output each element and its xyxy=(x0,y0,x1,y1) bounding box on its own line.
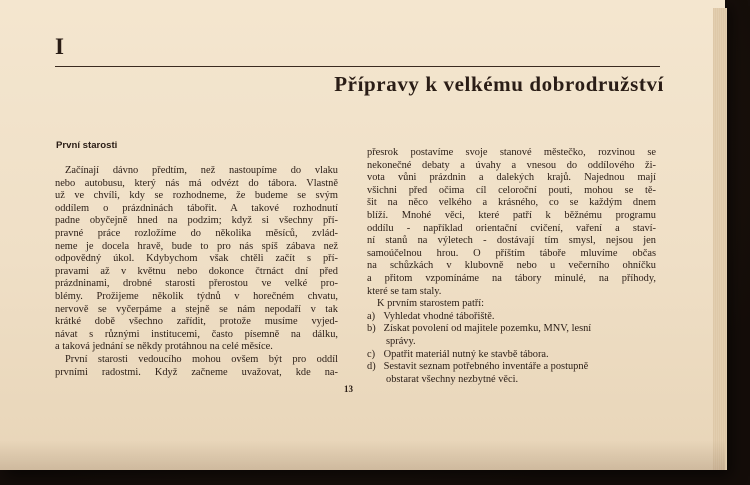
text-line: blémy. Prožijeme několik týdnů v horečném chvatu, xyxy=(55,290,338,302)
text-line: vota vůni prázdnin a dalekých krajů. Najednou mají xyxy=(367,172,656,184)
text-line: krátké době všechno zařídit, protože musíme vyjed- xyxy=(55,316,338,328)
list-item-line xyxy=(367,311,656,324)
text-line: a přitom vzpomínáme na tábory minulé, na příhody, xyxy=(367,272,656,284)
list-label: c) xyxy=(367,348,376,360)
text-line: blíží. Mnohé věci, které patří k běžnému programu xyxy=(367,209,656,221)
list-item-c xyxy=(367,349,656,362)
list-label: a) xyxy=(367,310,376,322)
page-number: 13 xyxy=(344,384,353,394)
text-line: na schůzkách v klubovně nebo u večerního ohníčku xyxy=(367,260,656,272)
left-column xyxy=(55,165,338,379)
list-item-continuation: správy. xyxy=(386,335,416,347)
list-item-d xyxy=(367,361,656,386)
list-item-line xyxy=(367,349,656,362)
text-line: padne obyčejně hned na podzim; když si všechny pří- xyxy=(55,215,338,227)
text-line: Začínají dávno předtím, než nastoupíme do vlaku xyxy=(65,165,338,176)
list-item-b xyxy=(367,323,656,348)
text-line: neme je docela hravě, bude to pro nás spíš zábava než xyxy=(55,240,338,252)
text-line: nebo autobusu, který nás má odvézt do tábora. Vlastně xyxy=(55,177,338,189)
text-line: pravami až v květnu nebo dokonce čtrnáct dní před xyxy=(55,265,338,277)
page-edge xyxy=(713,8,727,470)
list-label: b) xyxy=(367,323,376,335)
list-item-text: Sestavit seznam potřebného inventáře a postupně xyxy=(383,361,589,373)
list-intro: K prvním starostem patří: xyxy=(377,298,485,310)
text-line: už ve chvíli, kdy se rozhodneme, že budeme se svým xyxy=(55,190,338,202)
chapter-rule xyxy=(55,66,660,67)
list-item-a xyxy=(367,311,656,324)
text-line: První starosti vedoucího mohou ovšem být pro oddíl xyxy=(65,353,338,365)
list-item-line xyxy=(367,361,656,374)
list-label: d) xyxy=(367,361,376,373)
page-shadow xyxy=(0,440,725,470)
list-item-text: Opatřit materiál nutný ke stavbě tábora. xyxy=(383,348,549,360)
text-line: odpovědný úkol. Kdybychom však chtěli začít s pří- xyxy=(55,253,338,265)
list-item-text: Vyhledat vhodné tábořiště. xyxy=(383,310,495,322)
section-heading: První starosti xyxy=(56,140,118,151)
list-item-text: Získat povolení od majitele pozemku, MNV, lesní xyxy=(383,323,592,335)
text-line: oddílem o prázdninách tábořit. A takové rozhodnutí xyxy=(55,202,338,214)
list-item-line xyxy=(367,323,656,336)
text-line: ní stanů na výletech - dostávají tím smysl, nejsou jen xyxy=(367,235,656,247)
text-line: prázdninami, drobné starosti přerostou ve velké pro- xyxy=(55,278,338,290)
chapter-number: I xyxy=(55,34,65,59)
text-line: nekonečné debaty a úvahy a vnesou do oddílového ži- xyxy=(367,159,656,171)
right-column xyxy=(367,147,656,386)
text-line: a taková jednání se někdy protáhnou na celé měsíce. xyxy=(55,341,273,353)
text-line: přesrok postavíme svoje stanové městečko, rozvinou se xyxy=(367,147,656,158)
text-line: šit na něco velkého a krásného, co se každým dnem xyxy=(367,197,656,209)
list-item-continuation: obstarat všechny nezbytné věci. xyxy=(386,373,519,385)
text-line: které se tam staly. xyxy=(367,285,442,297)
text-line: prvními radostmi. Když začneme uvažovat, kde na- xyxy=(55,366,338,378)
text-line: nervově se vyčerpáme a stejně se nám nepodaří v tak xyxy=(55,303,338,315)
text-line: návat s různými institucemi, často písemně na dálku, xyxy=(55,328,338,340)
chapter-title: Přípravy k velkému dobrodružství xyxy=(334,72,664,96)
text-line: oddílu - například orientační cvičení, vaření a staví- xyxy=(367,222,656,234)
text-line: všichni před očima cíl celoroční pouti, mohou se tě- xyxy=(367,184,656,196)
text-line: samoúčelnou hrou. O příštím táboře mluvíme občas xyxy=(367,247,656,259)
text-line: pravné práce rozložíme do několika měsíců, zvlád- xyxy=(55,227,338,239)
